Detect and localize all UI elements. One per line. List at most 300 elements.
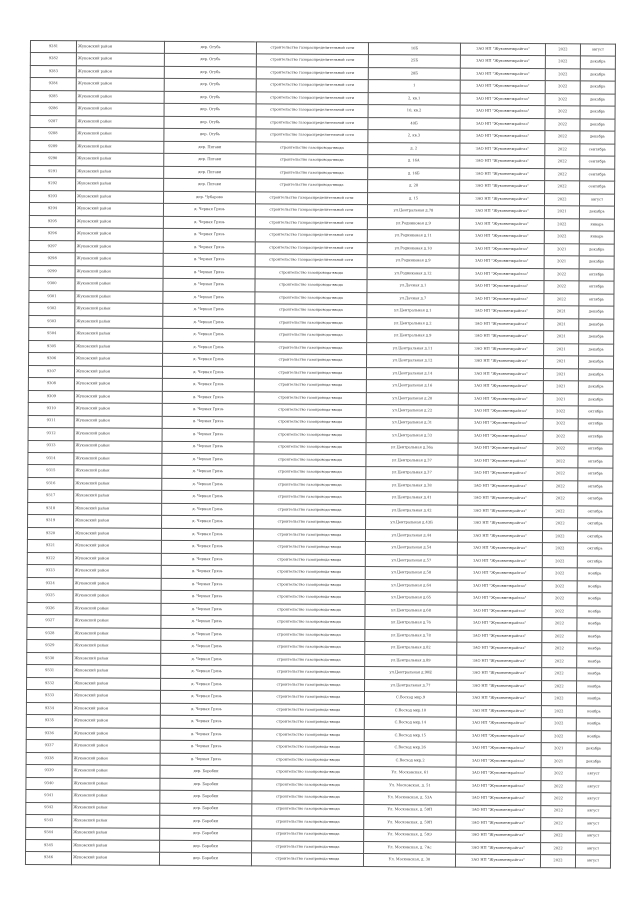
cell-work-type: строительство газопровода-ввода (254, 429, 366, 442)
cell-year: 2022 (542, 618, 577, 631)
cell-district: Жуковский район (74, 465, 162, 478)
cell-settlement: д. Черная Грязь (162, 403, 254, 416)
cell-address: С.Восход мкр.14 (364, 717, 456, 730)
cell-district: Жуковский район (74, 440, 162, 453)
cell-district: Жуковский район (75, 328, 163, 341)
cell-settlement: дер. Огубь (164, 129, 256, 142)
cell-settlement: д. Черная Грязь (160, 728, 252, 741)
cell-settlement: д. Черная Грязь (163, 241, 255, 254)
cell-year: 2022 (543, 506, 578, 519)
cell-address: ул.Центральная д.33 (366, 430, 458, 443)
cell-work-type: строительство газопровода-ввода (251, 853, 363, 866)
cell-contractor: ЗАО НП "Жуковмежрайгаз" (458, 468, 543, 481)
cell-month: ноябрь (577, 668, 612, 681)
cell-settlement: дер. Огубь (164, 54, 256, 67)
cell-work-type: строительство газопровода-ввода (254, 366, 366, 379)
cell-work-type: строительство газораспределительной сети (255, 229, 367, 242)
cell-settlement: дер. Боробки (160, 828, 252, 841)
cell-record-number: 9282 (30, 53, 76, 66)
cell-month: октябрь (578, 443, 613, 456)
cell-address: ул.Центральная д.16 (366, 380, 458, 393)
cell-record-number: 9346 (25, 852, 71, 865)
gasification-register-table (25, 40, 616, 869)
cell-year: 2022 (543, 406, 578, 419)
cell-year: 2021 (544, 343, 579, 356)
cell-record-number: 9303 (29, 315, 75, 328)
cell-settlement: дер. Пигави (164, 179, 256, 192)
cell-district: Жуковский район (76, 141, 164, 154)
cell-year: 2021 (544, 243, 579, 256)
cell-work-type: строительство газопровода-ввода (253, 566, 365, 579)
cell-month: ноябрь (577, 656, 612, 669)
cell-address: д. 16Б (368, 167, 460, 180)
cell-contractor: ЗАО НП "Жуковмежрайгаз" (457, 530, 542, 543)
cell-district: Жуковский район (74, 428, 162, 441)
cell-record-number: 9343 (26, 815, 72, 828)
cell-work-type: строительство газопровода-ввода (253, 529, 365, 542)
cell-settlement: д. Черная Грязь (161, 578, 253, 591)
cell-month: октябрь (578, 418, 613, 431)
cell-record-number: 9300 (29, 278, 75, 291)
cell-work-type: строительство газопровода-ввода (253, 654, 365, 667)
cell-district: Жуковский район (76, 103, 164, 116)
cell-settlement: д. Черная Грязь (161, 566, 253, 579)
cell-record-number: 9307 (28, 365, 74, 378)
cell-work-type: строительство газораспределительной сети (255, 242, 367, 255)
cell-record-number: 9291 (30, 165, 76, 178)
cell-year: 2022 (545, 144, 580, 157)
cell-contractor: ЗАО НП "Жуковмежрайгаз" (456, 842, 541, 855)
cell-month: сентябрь (580, 181, 615, 194)
cell-month: декабрь (576, 755, 611, 768)
cell-work-type: строительство газопровода-ввода (253, 591, 365, 604)
cell-year: 2022 (541, 718, 576, 731)
cell-address: ул.Центральная д.20 (366, 392, 458, 405)
cell-month: октябрь (577, 556, 612, 569)
cell-work-type: строительство газопровода-ввода (252, 803, 364, 816)
cell-month: декабрь (578, 381, 613, 394)
cell-record-number: 9312 (28, 428, 74, 441)
cell-address: 40Б (368, 117, 460, 130)
cell-settlement: д. Черная Грязь (161, 528, 253, 541)
cell-settlement: дер. Огубь (164, 91, 256, 104)
cell-settlement: д. Черная Грязь (161, 628, 253, 641)
cell-contractor: ЗАО НП "Жуковмежрайгаз" (457, 555, 542, 568)
cell-record-number: 9333 (26, 690, 72, 703)
cell-year: 2022 (541, 830, 576, 843)
cell-record-number: 9284 (30, 78, 76, 91)
cell-address: ул.Родниковая д.9 (367, 255, 459, 268)
cell-year: 2022 (542, 568, 577, 581)
cell-address: С.Восход мкр.26 (364, 742, 456, 755)
cell-month: ноябрь (576, 730, 611, 743)
cell-address: ул.Центральная д.68 (365, 604, 457, 617)
cell-settlement: д. Черная Грязь (163, 204, 255, 217)
cell-contractor: ЗАО НП "Жуковмежрайгаз" (460, 43, 545, 56)
cell-address: ул.Центральная д.31 (366, 417, 458, 430)
cell-settlement: дер. Огубь (164, 41, 256, 54)
cell-address: Ул. Московская, 61 (364, 767, 456, 780)
cell-district: Жуковский район (73, 553, 161, 566)
cell-contractor: ЗАО НП "Жуковмежрайгаз" (457, 580, 542, 593)
cell-year: 2022 (545, 44, 580, 57)
cell-address: Ул. Московская, д. 59Э (364, 829, 456, 842)
cell-address: ул.Центральная д.58 (365, 567, 457, 580)
cell-work-type: строительство газораспределительной сети (256, 79, 368, 92)
cell-month: декабрь (580, 81, 615, 94)
cell-record-number: 9308 (28, 378, 74, 391)
cell-address: ул.Центральная д.76 (365, 617, 457, 630)
cell-year: 2022 (542, 543, 577, 556)
cell-district: Жуковский район (75, 228, 163, 241)
cell-work-type: строительство газопровода-ввода (255, 317, 367, 330)
cell-record-number: 9297 (29, 240, 75, 253)
cell-work-type: строительство газораспределительной сети (256, 67, 368, 80)
cell-district: Жуковский район (73, 615, 161, 628)
cell-address: Ул. Московская, д. 51 (364, 779, 456, 792)
cell-contractor: ЗАО НП "Жуковмежрайгаз" (456, 780, 541, 793)
cell-contractor: ЗАО НП "Жуковмежрайгаз" (459, 343, 544, 356)
cell-address: ул.Центральная д.64 (365, 579, 457, 592)
cell-contractor: ЗАО НП "Жуковмежрайгаз" (458, 418, 543, 431)
cell-work-type: строительство газопровода-ввода (252, 741, 364, 754)
cell-year: 2022 (542, 680, 577, 693)
cell-record-number: 9335 (26, 715, 72, 728)
cell-contractor: ЗАО НП "Жуковмежрайгаз" (458, 380, 543, 393)
cell-address: 10, кв.2 (368, 105, 460, 118)
cell-year: 2022 (542, 643, 577, 656)
cell-record-number: 9286 (30, 103, 76, 116)
cell-record-number: 9318 (28, 502, 74, 515)
cell-district: Жуковский район (72, 765, 160, 778)
cell-contractor: ЗАО НП "Жуковмежрайгаз" (460, 106, 545, 119)
cell-address: ул.Центральная д.1 (367, 305, 459, 318)
cell-contractor: ЗАО НП "Жуковмежрайгаз" (458, 393, 543, 406)
cell-record-number: 9299 (29, 265, 75, 278)
cell-work-type: строительство газопровода-ввода (255, 304, 367, 317)
cell-record-number: 9331 (27, 665, 73, 678)
cell-year: 2022 (545, 119, 580, 132)
cell-settlement: дер. Боробки (160, 778, 252, 791)
table-body (25, 41, 615, 869)
cell-contractor: ЗАО НП "Жуковмежрайгаз" (460, 118, 545, 131)
cell-contractor: ЗАО НП "Жуковмежрайгаз" (457, 680, 542, 693)
cell-year: 2021 (541, 743, 576, 756)
cell-month: октябрь (578, 431, 613, 444)
cell-district: Жуковский район (75, 315, 163, 328)
cell-address: ул.Центральная д.77 (365, 679, 457, 692)
cell-settlement: дер. Пигави (164, 141, 256, 154)
cell-address: ул.Родниковая д.11 (367, 230, 459, 243)
cell-contractor: ЗАО НП "Жуковмежрайгаз" (457, 617, 542, 630)
cell-address: 28Б (368, 68, 460, 81)
cell-work-type: строительство газораспределительной сети (256, 129, 368, 142)
cell-record-number: 9345 (26, 839, 72, 852)
cell-month: август (579, 194, 614, 207)
cell-settlement: д. Черная Грязь (160, 715, 252, 728)
cell-year: 2021 (543, 381, 578, 394)
cell-month: август (576, 768, 611, 781)
cell-record-number: 9334 (26, 702, 72, 715)
cell-contractor: ЗАО НП "Жуковмежрайгаз" (460, 180, 545, 193)
cell-district: Жуковский район (76, 66, 164, 79)
cell-year: 2022 (543, 518, 578, 531)
cell-work-type: строительство газопровода-ввода (254, 454, 366, 467)
cell-contractor: ЗАО НП "Жуковмежрайгаз" (458, 493, 543, 506)
cell-settlement: д. Черная Грязь (160, 690, 252, 703)
cell-month: октябрь (579, 294, 614, 307)
cell-month: октябрь (578, 481, 613, 494)
cell-settlement: д. Черная Грязь (162, 428, 254, 441)
cell-contractor: ЗАО НП "Жуковмежрайгаз" (460, 68, 545, 81)
cell-month: декабрь (579, 244, 614, 257)
cell-district: Жуковский район (73, 540, 161, 553)
cell-month: декабрь (579, 256, 614, 269)
cell-record-number: 9332 (27, 677, 73, 690)
cell-month: октябрь (578, 493, 613, 506)
cell-month: октябрь (577, 543, 612, 556)
cell-month: декабрь (580, 56, 615, 69)
cell-record-number: 9309 (28, 390, 74, 403)
cell-month: октябрь (578, 506, 613, 519)
cell-work-type: строительство газопровода-ввода (253, 679, 365, 692)
cell-contractor: ЗАО НП "Жуковмежрайгаз" (456, 717, 541, 730)
cell-address: 10Б (368, 43, 460, 56)
cell-year: 2022 (545, 56, 580, 69)
cell-month: ноябрь (577, 618, 612, 631)
cell-settlement: дер. Боробки (160, 790, 252, 803)
cell-district: Жуковский район (72, 840, 160, 853)
cell-address: 2, кв.3 (368, 130, 460, 143)
cell-district: Жуковский район (74, 478, 162, 491)
cell-district: Жуковский район (75, 265, 163, 278)
cell-year: 2021 (544, 306, 579, 319)
cell-record-number: 9301 (29, 290, 75, 303)
cell-settlement: д. Черная Грязь (162, 453, 254, 466)
cell-address: ул.Центральная д.43Б (366, 517, 458, 530)
cell-settlement: д. Черная Грязь (161, 591, 253, 604)
cell-district: Жуковский район (72, 790, 160, 803)
cell-district: Жуковский район (75, 253, 163, 266)
cell-contractor: ЗАО НП "Жуковмежрайгаз" (459, 193, 544, 206)
cell-contractor: ЗАО НП "Жуковмежрайгаз" (455, 855, 540, 868)
cell-address: ул.Родниковая д.10 (367, 242, 459, 255)
cell-settlement: д. Черная Грязь (163, 229, 255, 242)
cell-year: 2022 (541, 843, 576, 856)
cell-address: ул.Центральная д.38 (366, 480, 458, 493)
cell-address: ул.Центральная д.2 (367, 317, 459, 330)
cell-work-type: строительство газопровода-ввода (254, 416, 366, 429)
cell-work-type: строительство газораспределительной сети (256, 42, 368, 55)
cell-settlement: д. Черная Грязь (163, 353, 255, 366)
cell-work-type: строительство газопровода-ввода (252, 816, 364, 829)
cell-record-number: 9327 (27, 615, 73, 628)
cell-district: Жуковский район (75, 278, 163, 291)
cell-month: август (576, 818, 611, 831)
cell-work-type: строительство газопровода-ввода (255, 267, 367, 280)
cell-month: август (576, 830, 611, 843)
cell-work-type: строительство газораспределительной сети (256, 54, 368, 67)
cell-year: 2022 (542, 531, 577, 544)
cell-year: 2022 (541, 768, 576, 781)
cell-settlement: дер. Боробки (160, 840, 252, 853)
cell-address: Ул. Московская, д. 53А (364, 792, 456, 805)
cell-contractor: ЗАО НП "Жуковмежрайгаз" (459, 355, 544, 368)
cell-work-type: строительство газопровода-ввода (253, 541, 365, 554)
cell-year: 2022 (543, 468, 578, 481)
cell-year: 2021 (544, 331, 579, 344)
cell-address: ул.Центральная д.42 (366, 504, 458, 517)
cell-record-number: 9310 (28, 403, 74, 416)
cell-month: октябрь (579, 281, 614, 294)
cell-year: 2021 (544, 206, 579, 219)
cell-record-number: 9339 (26, 765, 72, 778)
cell-contractor: ЗАО НП "Жуковмежрайгаз" (456, 805, 541, 818)
cell-work-type: строительство газопровода-ввода (253, 604, 365, 617)
cell-work-type: строительство газораспределительной сети (256, 117, 368, 130)
cell-district: Жуковский район (75, 290, 163, 303)
cell-work-type: строительство газопровода-ввода (255, 354, 367, 367)
cell-settlement: д. Черная Грязь (161, 666, 253, 679)
cell-settlement: д. Черная Грязь (162, 491, 254, 504)
cell-district: Жуковский район (72, 715, 160, 728)
cell-year: 2022 (543, 493, 578, 506)
cell-record-number: 9323 (27, 565, 73, 578)
cell-work-type: строительство газопровода-ввода (253, 616, 365, 629)
cell-work-type: строительство газопровода-ввода (254, 504, 366, 517)
cell-settlement: д. Черная Грязь (162, 416, 254, 429)
cell-month: декабрь (576, 743, 611, 756)
cell-work-type: строительство газопровода-ввода (254, 491, 366, 504)
cell-year: 2022 (545, 131, 580, 144)
cell-month: октябрь (578, 468, 613, 481)
cell-settlement: д. Черная Грязь (162, 441, 254, 454)
cell-year: 2022 (545, 69, 580, 82)
cell-record-number: 9295 (29, 215, 75, 228)
cell-year: 2022 (543, 456, 578, 469)
cell-record-number: 9288 (30, 128, 76, 141)
cell-month: октябрь (578, 518, 613, 531)
cell-year: 2022 (542, 630, 577, 643)
cell-address: Ул. Московская, д. 59П (364, 804, 456, 817)
cell-year: 2022 (540, 855, 575, 868)
cell-district: Жуковский район (73, 665, 161, 678)
cell-district: Жуковский район (75, 303, 163, 316)
cell-settlement: дер. Огубь (164, 104, 256, 117)
cell-record-number: 9321 (27, 540, 73, 553)
cell-contractor: ЗАО НП "Жуковмежрайгаз" (456, 692, 541, 705)
cell-address: ул.Дачная д.1 (367, 280, 459, 293)
cell-contractor: ЗАО НП "Жуковмежрайгаз" (458, 518, 543, 531)
cell-month: январь (579, 231, 614, 244)
cell-work-type: строительство газопровода-ввода (252, 791, 364, 804)
cell-record-number: 9311 (28, 415, 74, 428)
cell-contractor: ЗАО НП "Жуковмежрайгаз" (458, 368, 543, 381)
cell-work-type: строительство газопровода-ввода (254, 479, 366, 492)
cell-record-number: 9293 (30, 190, 76, 203)
cell-record-number: 9337 (26, 740, 72, 753)
cell-month: октябрь (579, 269, 614, 282)
cell-settlement: дер. Чубарово (164, 191, 256, 204)
cell-work-type: строительство газопровода-ввода (252, 778, 364, 791)
cell-address: ул.Родниковая д.12 (367, 267, 459, 280)
cell-address: ул.Центральная д.57 (365, 554, 457, 567)
cell-settlement: д. Черная Грязь (161, 553, 253, 566)
cell-contractor: ЗАО НП "Жуковмежрайгаз" (456, 730, 541, 743)
cell-settlement: д. Черная Грязь (162, 378, 254, 391)
cell-district: Жуковский район (73, 640, 161, 653)
cell-district: Жуковский район (74, 365, 162, 378)
cell-settlement: д. Черная Грязь (161, 678, 253, 691)
cell-settlement: дер. Пигави (164, 154, 256, 167)
cell-month: сентябрь (580, 169, 615, 182)
cell-year: 2022 (543, 431, 578, 444)
cell-address: ул.Центральная д.78 (367, 205, 459, 218)
cell-work-type: строительство газопровода-ввода (253, 554, 365, 567)
cell-settlement: д. Черная Грязь (163, 254, 255, 267)
cell-district: Жуковский район (76, 78, 164, 91)
cell-district: Жуковский район (76, 53, 164, 66)
cell-record-number: 9305 (29, 340, 75, 353)
cell-address: ул.Центральная д.82 (365, 642, 457, 655)
cell-year: 2022 (545, 94, 580, 107)
cell-address: ул.Центральная д.65 (365, 592, 457, 605)
cell-district: Жуковский район (76, 128, 164, 141)
cell-district: Жуковский район (72, 727, 160, 740)
cell-record-number: 9329 (27, 640, 73, 653)
cell-work-type: строительство газопровода-ввода (256, 179, 368, 192)
cell-work-type: строительство газопровода-ввода (253, 629, 365, 642)
cell-year: 2022 (544, 231, 579, 244)
cell-address: Ул. Московская, д. 7Ас (364, 842, 456, 855)
cell-year: 2022 (541, 793, 576, 806)
cell-contractor: ЗАО НП "Жуковмежрайгаз" (460, 81, 545, 94)
cell-record-number: 9322 (27, 552, 73, 565)
cell-district: Жуковский район (72, 827, 160, 840)
cell-district: Жуковский район (73, 653, 161, 666)
cell-work-type: строительство газопровода-ввода (256, 154, 368, 167)
cell-month: ноябрь (576, 693, 611, 706)
cell-month: ноябрь (577, 593, 612, 606)
cell-address: д. 28 (368, 180, 460, 193)
cell-district: Жуковский район (74, 390, 162, 403)
cell-contractor: ЗАО НП "Жуковмежрайгаз" (460, 131, 545, 144)
cell-contractor: ЗАО НП "Жуковмежрайгаз" (458, 443, 543, 456)
cell-district: Жуковский район (72, 777, 160, 790)
cell-contractor: ЗАО НП "Жуковмежрайгаз" (459, 280, 544, 293)
cell-work-type: строительство газопровода-ввода (254, 466, 366, 479)
cell-month: декабрь (579, 343, 614, 356)
cell-contractor: ЗАО НП "Жуковмежрайгаз" (459, 230, 544, 243)
cell-contractor: ЗАО НП "Жуковмежрайгаз" (459, 293, 544, 306)
cell-month: ноябрь (577, 568, 612, 581)
cell-district: Жуковский район (73, 628, 161, 641)
cell-year: 2022 (542, 655, 577, 668)
cell-record-number: 9314 (28, 452, 74, 465)
cell-settlement: дер. Боробки (160, 803, 252, 816)
cell-record-number: 9328 (27, 627, 73, 640)
cell-address: С.Восход мкр.15 (364, 729, 456, 742)
cell-district: Жуковский район (73, 603, 161, 616)
cell-work-type: строительство газораспределительной сети (255, 254, 367, 267)
cell-year: 2022 (543, 443, 578, 456)
cell-year: 2022 (544, 218, 579, 231)
cell-contractor: ЗАО НП "Жуковмежрайгаз" (456, 742, 541, 755)
cell-month: октябрь (578, 406, 613, 419)
cell-month: декабрь (580, 94, 615, 107)
cell-year: 2022 (544, 193, 579, 206)
cell-contractor: ЗАО НП "Жуковмежрайгаз" (457, 605, 542, 618)
